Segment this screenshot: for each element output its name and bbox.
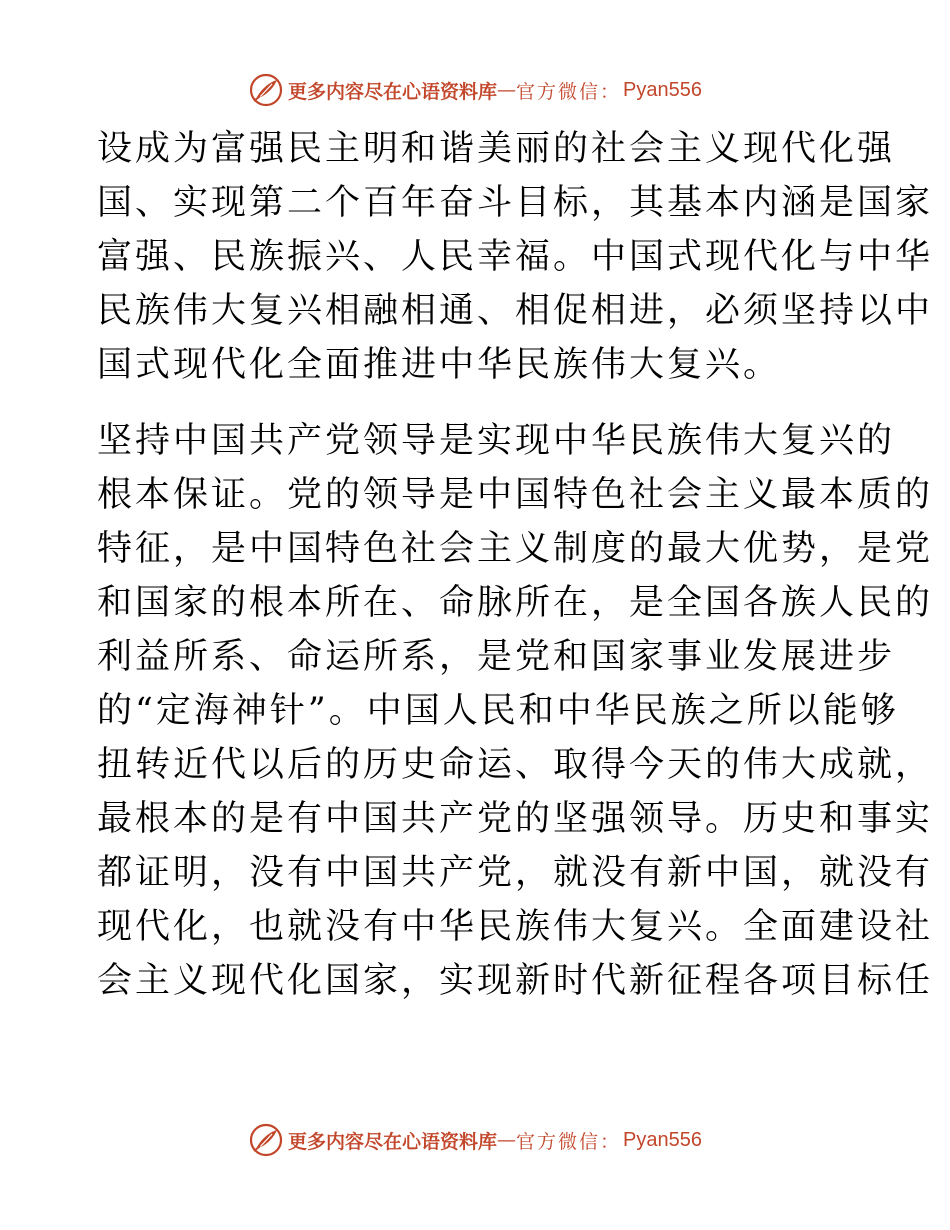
quill-logo-icon <box>248 1122 284 1158</box>
text-line: 坚持中国共产党领导是实现中华民族伟大复兴的 <box>97 421 896 461</box>
watermark-separator: — <box>497 1129 517 1151</box>
footer-watermark <box>0 1120 950 1160</box>
text-line: 特征，是中国特色社会主义制度的最大优势，是党 <box>97 529 934 569</box>
text-line: 扭转近代以后的历史命运、取得今天的伟大成就， <box>97 745 934 785</box>
watermark-separator: — <box>497 79 517 101</box>
paragraph-1 <box>97 122 934 392</box>
text-line: 的“定海神针”。中国人民和中华民族之所以能够 <box>97 691 899 731</box>
text-line: 现代化，也就没有中华民族伟大复兴。全面建设社 <box>97 907 934 947</box>
text-line: 设成为富强民主明和谐美丽的社会主义现代化强 <box>97 129 896 169</box>
quill-logo-icon <box>248 72 284 108</box>
watermark-official-label: 官方微信： <box>516 1130 622 1153</box>
watermark-brand-text: 更多内容尽在心语资料库 <box>288 80 498 103</box>
text-line: 根本保证。党的领导是中国特色社会主义最本质的 <box>97 475 934 515</box>
text-line: 国、实现第二个百年奋斗目标，其基本内涵是国家 <box>97 183 934 223</box>
watermark-wechat-id: Pyan556 <box>623 1128 702 1151</box>
paragraph-2 <box>97 414 934 1008</box>
watermark-wechat-id: Pyan556 <box>623 78 702 101</box>
text-line: 会主义现代化国家，实现新时代新征程各项目标任 <box>97 961 934 1001</box>
watermark-official-label: 官方微信： <box>516 80 622 103</box>
document-body <box>97 122 934 1008</box>
text-line: 民族伟大复兴相融相通、相促相进，必须坚持以中 <box>97 291 934 331</box>
header-watermark <box>0 70 950 110</box>
watermark-brand-text: 更多内容尽在心语资料库 <box>288 1130 498 1153</box>
text-line: 都证明，没有中国共产党，就没有新中国，就没有 <box>97 853 934 893</box>
text-line: 国式现代化全面推进中华民族伟大复兴。 <box>97 345 782 385</box>
text-line: 利益所系、命运所系，是党和国家事业发展进步 <box>97 637 896 677</box>
text-line: 和国家的根本所在、命脉所在，是全国各族人民的 <box>97 583 934 623</box>
text-line: 富强、民族振兴、人民幸福。中国式现代化与中华 <box>97 237 934 277</box>
text-line: 最根本的是有中国共产党的坚强领导。历史和事实 <box>97 799 934 839</box>
